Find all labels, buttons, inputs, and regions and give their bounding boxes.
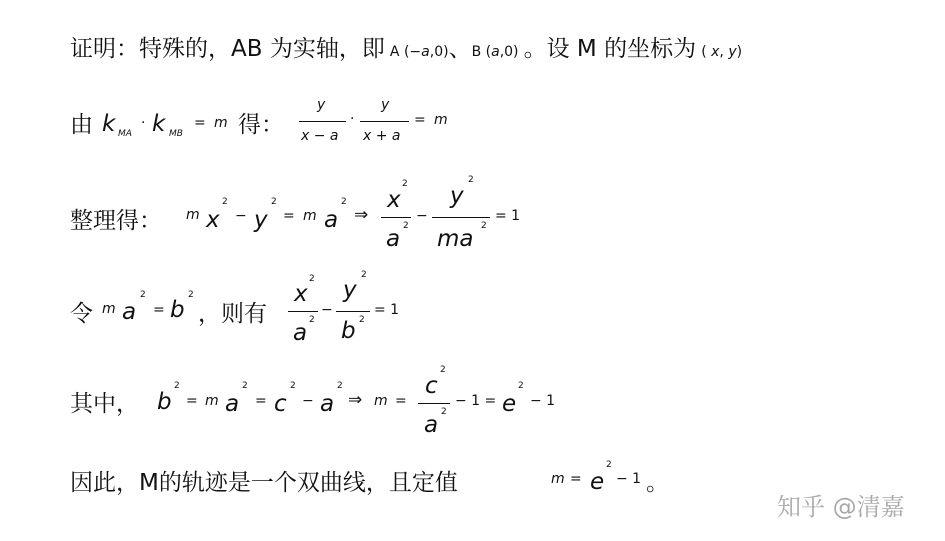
sq: 2 <box>403 221 409 231</box>
frac1-num: x <box>387 187 401 213</box>
frac-bar <box>418 403 450 404</box>
frac1-den: x − a <box>301 128 339 144</box>
tail2: − 1 <box>530 393 556 409</box>
tail: − 1 = <box>455 393 497 409</box>
frac1-num: y <box>317 97 326 113</box>
sq: 2 <box>361 270 367 280</box>
frac1-bar <box>381 217 411 218</box>
sq: 2 <box>309 315 315 325</box>
sq: 2 <box>440 365 446 375</box>
eq: = <box>255 393 267 409</box>
b: b <box>157 389 172 415</box>
point-a-label: A (− <box>389 44 422 60</box>
separator: 、 <box>448 36 472 62</box>
frac2-bar <box>432 217 490 218</box>
line2-cn: 由 <box>70 112 93 138</box>
y: y <box>254 207 268 233</box>
frac-den: a <box>424 412 439 438</box>
sq: 2 <box>309 274 315 284</box>
a: a <box>122 299 137 325</box>
b: b <box>170 297 185 323</box>
sq: 2 <box>402 179 408 189</box>
point-a-var: a <box>421 44 430 60</box>
sq: 2 <box>606 460 612 470</box>
sub-mb: MB <box>169 129 183 139</box>
dot: · <box>141 115 146 131</box>
coord-comma: , <box>719 44 729 60</box>
sub-ma: MA <box>118 129 132 139</box>
eq2: = <box>414 112 426 128</box>
sq: 2 <box>341 197 347 207</box>
arrow: ⇒ <box>348 390 363 410</box>
m: m <box>551 471 565 487</box>
line4-cn: 令 <box>70 301 93 327</box>
eq: = <box>570 471 582 487</box>
frac2-den: ma <box>437 226 474 252</box>
frac1-bar <box>299 121 346 122</box>
minus: − <box>235 208 247 224</box>
sq: 2 <box>468 175 474 185</box>
proof-intro-2: 。设 M 的坐标为 <box>523 36 697 62</box>
sq: 2 <box>188 290 194 300</box>
point-b-label: B ( <box>471 44 492 60</box>
coord-y: y <box>728 44 737 60</box>
watermark: 知乎 @清嘉 <box>777 493 905 521</box>
eq: = <box>395 393 407 409</box>
k-mb: k <box>152 111 166 137</box>
sq: 2 <box>518 381 524 391</box>
arrow: ⇒ <box>354 205 369 225</box>
sq: 2 <box>222 197 228 207</box>
a: a <box>324 207 339 233</box>
line4-cn2: ，则有 <box>198 301 267 327</box>
frac2-bar <box>360 121 409 122</box>
point-b-var: a <box>491 44 500 60</box>
sq: 2 <box>271 197 277 207</box>
m: m <box>214 115 228 131</box>
frac2-den: b <box>341 318 356 344</box>
tail: − 1 <box>616 471 642 487</box>
eq: = <box>283 208 295 224</box>
frac2-num: y <box>381 97 390 113</box>
frac1-den: a <box>386 226 401 252</box>
point-a-end: ,0) <box>429 44 449 60</box>
frac1-bar <box>288 311 318 312</box>
minus: − <box>321 302 333 318</box>
frac2-bar <box>336 311 370 312</box>
coord-close: ) <box>736 44 743 60</box>
eq: = <box>194 115 206 131</box>
eq1: = 1 <box>374 302 400 318</box>
sq: 2 <box>242 381 248 391</box>
a: a <box>225 391 240 417</box>
line3-cn: 整理得： <box>70 208 162 234</box>
e: e <box>502 391 517 417</box>
eq: = <box>186 393 198 409</box>
m: m <box>102 301 116 317</box>
e: e <box>590 469 605 495</box>
sq: 2 <box>337 381 343 391</box>
point-b-end: ,0) <box>499 44 519 60</box>
frac2-den: x + a <box>363 128 401 144</box>
line2-cn2: 得： <box>238 112 284 138</box>
m: m <box>303 208 317 224</box>
sq: 2 <box>140 290 146 300</box>
frac2-num: y <box>343 277 357 303</box>
frac2-num: y <box>450 183 464 209</box>
coord-open: ( <box>701 44 712 60</box>
frac1-num: x <box>294 281 308 307</box>
m: m <box>374 393 388 409</box>
sq: 2 <box>359 315 365 325</box>
period: 。 <box>646 470 669 496</box>
m: m <box>186 207 200 223</box>
frac1-den: a <box>293 320 308 346</box>
frac-num: c <box>425 373 438 399</box>
minus2: − <box>416 208 428 224</box>
minus: − <box>302 393 314 409</box>
line-1 <box>70 30 742 63</box>
m: m <box>205 393 219 409</box>
m2: m <box>434 112 448 128</box>
a: a <box>320 391 335 417</box>
k-ma: k <box>102 111 116 137</box>
conclusion: 因此，M的轨迹是一个双曲线，且定值 <box>70 470 458 496</box>
sq: 2 <box>290 381 296 391</box>
sq: 2 <box>174 381 180 391</box>
eq: = <box>153 302 165 318</box>
coord-x: x <box>711 44 720 60</box>
eq1: = 1 <box>495 208 521 224</box>
c: c <box>274 391 287 417</box>
x: x <box>206 207 220 233</box>
proof-intro: 证明：特殊的，AB 为实轴，即 <box>70 36 385 62</box>
line5-cn: 其中， <box>70 391 139 417</box>
sq: 2 <box>441 407 447 417</box>
frac-dot: · <box>350 111 355 127</box>
sq: 2 <box>481 221 487 231</box>
